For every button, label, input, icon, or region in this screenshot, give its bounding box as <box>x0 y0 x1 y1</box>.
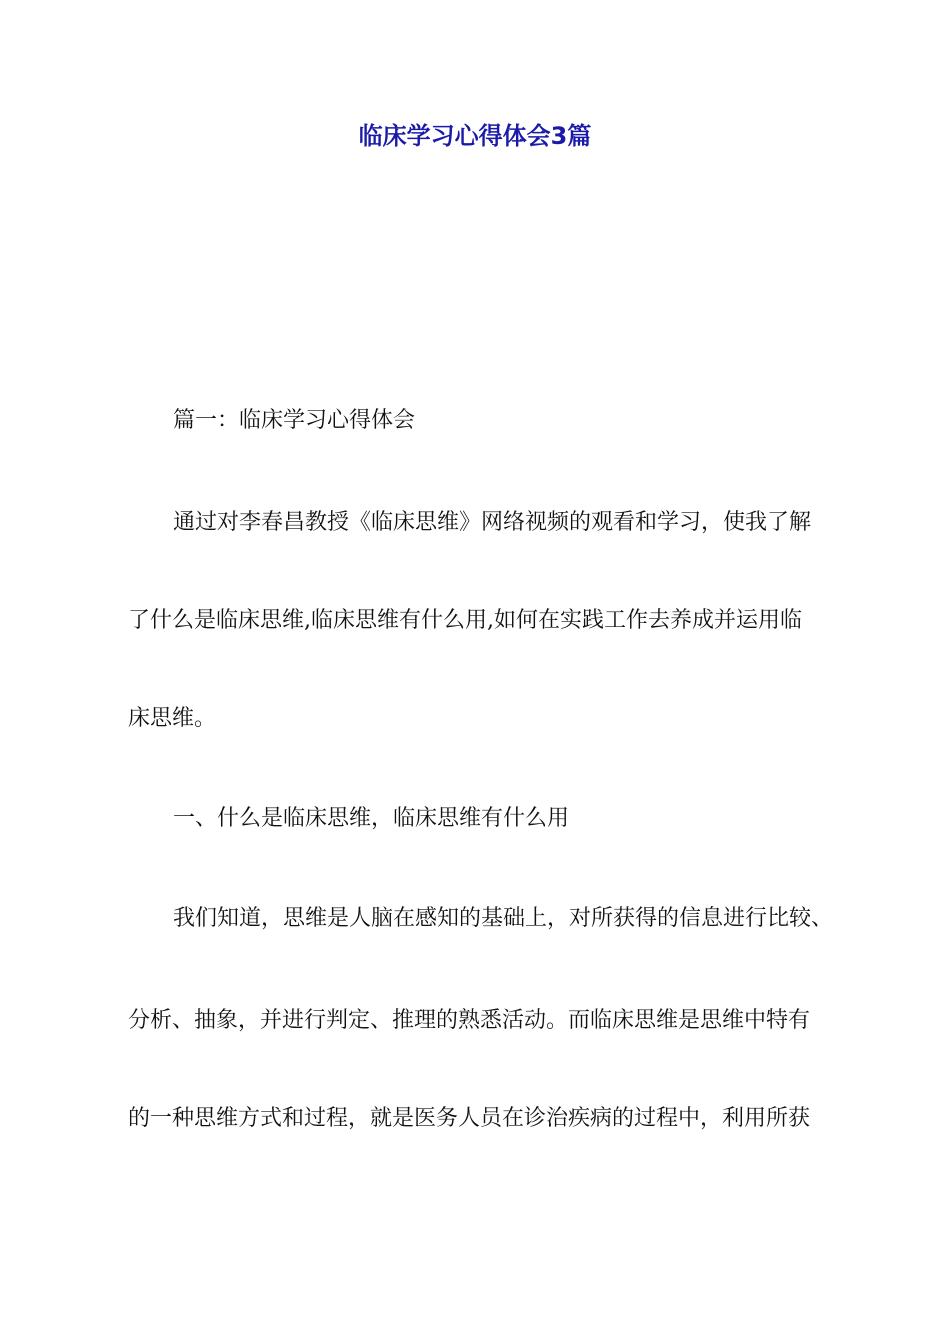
paragraph-line: 通过对李春昌教授《临床思维》网络视频的观看和学习，使我了解 <box>173 510 812 535</box>
paragraph-line: 床思维。 <box>128 706 217 731</box>
paragraph-line: 了什么是临床思维,临床思维有什么用,如何在实践工作去养成并运用临 <box>128 608 802 633</box>
section-heading: 篇一：临床学习心得体会 <box>173 408 416 433</box>
paragraph-line: 分析、抽象，并进行判定、推理的熟悉活动。而临床思维是思维中特有 <box>128 1008 811 1033</box>
document-title: 临床学习心得体会3篇 <box>358 122 592 150</box>
paragraph-line: 我们知道，思维是人脑在感知的基础上，对所获得的信息进行比较、 <box>173 906 834 931</box>
subsection-heading: 一、什么是临床思维，临床思维有什么用 <box>173 806 570 831</box>
paragraph-line: 的一种思维方式和过程，就是医务人员在诊治疾病的过程中，利用所获 <box>128 1106 811 1131</box>
